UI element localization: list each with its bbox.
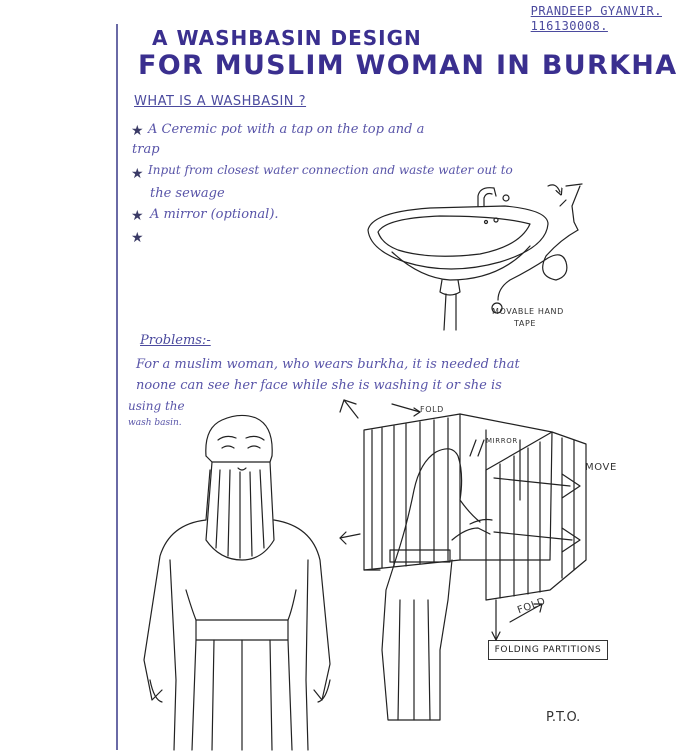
bullet-star-icon: ★ [131,123,144,139]
bullet-star-icon: ★ [131,208,144,224]
section-heading-problems: Problems:- [140,333,211,348]
title-line-2: FOR MUSLIM WOMAN IN BURKHA [138,50,678,81]
author-name: PRANDEEP GYANVIR. [530,4,662,18]
bullet-star-icon: ★ [131,230,144,246]
bullet-3-line-1: A mirror (optional). [150,207,279,222]
fold-bottom-label: FOLD [516,595,548,617]
fold-top-label: FOLD [420,405,444,414]
title-line-1: A WASHBASIN DESIGN [152,26,422,50]
bullet-2-line-2: the sewage [150,186,225,201]
washbasin-sketch [368,184,582,330]
problem-line-1: For a muslim woman, who wears burkha, it is needed that [136,357,520,372]
move-label: MOVE [585,462,617,473]
folding-partitions-label: FOLDING PARTITIONS [488,640,608,660]
sink-label-line-2: TAPE [514,319,537,328]
bullet-1-line-1: A Ceremic pot with a tap on the top and a [148,122,425,137]
woman-in-burkha-sketch [144,415,330,750]
bullet-2-line-1: Input from closest water connection and waste water out to [148,163,513,177]
bullet-star-icon: ★ [131,166,144,182]
sink-label-line-1: MOVABLE HAND [492,307,564,316]
problem-line-2: noone can see her face while she is washing it or she is [136,378,502,393]
problem-line-3: using the [128,399,185,413]
problem-line-4: wash basin. [128,418,182,428]
mirror-label: MIRROR [486,437,518,445]
pto-footer: P.T.O. [546,710,581,725]
folding-partition-sketch [340,400,586,720]
author-id: 116130008. [530,19,608,33]
bullet-1-line-2: trap [132,142,160,157]
section-heading-washbasin: WHAT IS A WASHBASIN ? [134,94,307,109]
